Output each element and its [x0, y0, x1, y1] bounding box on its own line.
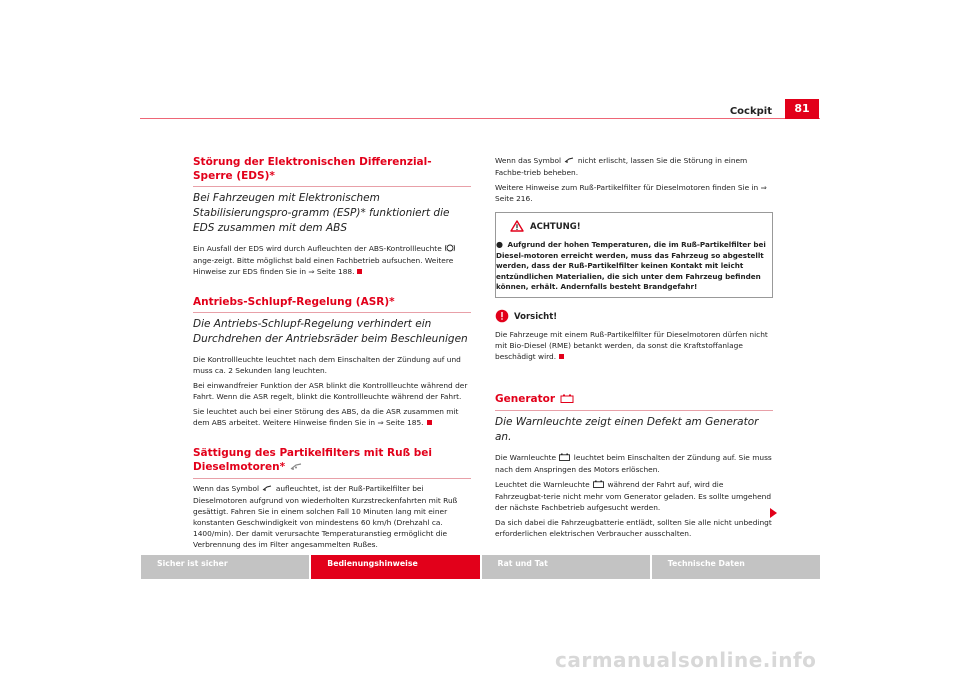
asr-heading: Antriebs-Schlupf-Regelung (ASR)*	[193, 295, 471, 313]
warning-box	[495, 212, 773, 298]
particle-filter-icon	[290, 461, 302, 475]
generator-heading-text: Generator	[495, 392, 556, 405]
footer-tab-bedienungshinweise[interactable]: Bedienungshinweise	[311, 555, 479, 579]
asr-text-3: Sie leuchtet auch bei einer Störung des ABS, da die ASR zusammen mit dem ABS arbeitet. Weitere Hinweise finden Sie in ⇒ Seite 185.	[193, 407, 459, 427]
generator-text-2a: Leuchtet die Warnleuchte	[495, 479, 590, 489]
dpf-paragraph	[193, 483, 471, 550]
end-mark	[427, 420, 432, 425]
eds-subheading: Bei Fahrzeugen mit Elektronischem Stabilisierungspro-gramm (ESP)* funktioniert die EDS zusammen mit dem ABS	[193, 192, 450, 234]
footer-nav	[141, 555, 820, 579]
dpf-heading	[193, 446, 471, 479]
left-column	[193, 155, 471, 568]
footer-tab-sicher[interactable]: Sicher ist sicher	[141, 555, 309, 579]
dpf-heading-text: Sättigung des Partikelfilters mit Ruß bei Dieselmotoren*	[193, 447, 433, 473]
particle-filter-icon	[564, 156, 574, 167]
dpf-cont-paragraph-1	[495, 155, 773, 178]
generator-section	[495, 392, 773, 539]
dpf-text-a: Wenn das Symbol	[193, 484, 260, 493]
header-title: Cockpit	[729, 106, 772, 117]
battery-icon	[593, 480, 604, 491]
warning-title: ACHTUNG!	[530, 221, 581, 232]
page-number: 81	[785, 99, 819, 119]
caution-head	[495, 308, 773, 327]
footer-tab-technische-daten[interactable]: Technische Daten	[652, 555, 820, 579]
dpf-cont-text-a: Wenn das Symbol	[495, 156, 562, 165]
generator-paragraph-3: Da sich dabei die Fahrzeugbatterie entlädt, sollten Sie alle nicht unbedingt erforderlichen elektrischen Verbraucher ausschalten.	[495, 517, 772, 538]
right-column	[495, 155, 773, 557]
particle-filter-icon	[262, 484, 272, 495]
end-mark	[357, 269, 362, 274]
asr-paragraph-3	[193, 406, 471, 428]
dpf-cont-text-b: nicht erlischt, lassen Sie die Störung in einem Fachbe-trieb beheben.	[495, 156, 748, 177]
eds-text-a: Ein Ausfall der EDS wird durch Aufleuchten der ABS-Kontrollleuchte	[193, 244, 442, 253]
next-page-arrow-icon[interactable]	[770, 508, 777, 518]
eds-section	[193, 155, 471, 277]
generator-subheading: Die Warnleuchte zeigt einen Defekt am Generator an.	[495, 415, 759, 443]
caution-paragraph	[495, 329, 773, 362]
warning-head	[496, 213, 772, 240]
bullet: ●	[496, 240, 503, 249]
caution-text: Die Fahrzeuge mit einem Ruß-Partikelfilter für Dieselmotoren dürfen nicht mit Bio-Diesel (RME) betankt werden, da sonst die Kraftstoffanlage beschädigt wird.	[495, 329, 768, 361]
generator-heading	[495, 392, 773, 411]
warning-triangle-icon	[510, 217, 524, 236]
battery-icon	[559, 453, 570, 464]
eds-heading: Störung der Elektronischen Differenzial-Sperre (EDS)*	[193, 155, 471, 187]
generator-paragraph-1	[495, 452, 773, 475]
generator-text-1b: leuchtet beim Einschalten der Zündung auf. Sie muss nach dem Anspringen des Motors erlöschen.	[495, 452, 772, 474]
generator-text-1a: Die Warnleuchte	[495, 452, 557, 462]
asr-paragraph-1: Die Kontrollleuchte leuchtet nach dem Einschalten der Zündung auf und muss ca. 2 Sekunden lang leuchten.	[193, 355, 461, 375]
caution-title: Vorsicht!	[514, 312, 558, 322]
watermark: carmanualsonline.info	[555, 648, 817, 672]
asr-subheading: Die Antriebs-Schlupf-Regelung verhindert ein Durchdrehen der Antriebsräder beim Beschleunigen	[193, 318, 468, 345]
battery-icon	[560, 393, 574, 407]
eds-paragraph	[193, 243, 471, 277]
asr-section	[193, 295, 471, 428]
generator-text-2b: während der Fahrt auf, wird die Fahrzeugbat-terie nicht mehr vom Generator geladen. Es sollte umgehend der nächste Fachbetrieb aufgesucht werden.	[495, 479, 772, 512]
end-mark	[559, 354, 564, 359]
eds-text-b: ange-zeigt. Bitte möglichst bald einen Fachbetrieb aufsuchen. Weitere Hinweise zur EDS finden Sie in ⇒ Seite 188.	[193, 256, 454, 276]
dpf-cont-paragraph-2: Weitere Hinweise zum Ruß-Partikelfilter für Dieselmotoren finden Sie in ⇒ Seite 216.	[495, 183, 767, 203]
dpf-section	[193, 446, 471, 550]
warning-text: Aufgrund der hohen Temperaturen, die im Ruß-Partikelfilter bei Diesel-motoren erreicht werden, muss das Fahrzeug so abgestellt werden, dass der Ruß-Partikelfilter keinen Kontakt mit leicht entzündlichen Materialien, die sich unter dem Fahrzeug befinden können, erhält. Andernfalls besteht Brandgefahr!	[496, 240, 766, 291]
generator-paragraph-2	[495, 479, 773, 513]
dpf-text-b: aufleuchtet, ist der Ruß-Partikelfilter bei Dieselmotoren aufgrund von wiederholten Kurzstreckenfahrten mit Ruß gesättigt. Fahren Sie in einem solchen Fall 10 Minuten lang mit einer konstanten Geschwindigkeit von mindestens 60 km/h (Drehzahl ca. 1400/min). Der damit verursachte Temperaturanstieg ermöglicht die Verbrennung des im Filter angesammelten Rußes.	[193, 484, 458, 549]
warning-body	[496, 240, 772, 293]
header-rule	[140, 118, 820, 119]
footer-tab-rat-und-tat[interactable]: Rat und Tat	[482, 555, 650, 579]
caution-icon	[495, 308, 509, 327]
asr-paragraph-2: Bei einwandfreier Funktion der ASR blinkt die Kontrollleuchte während der Fahrt. Wenn die ASR regelt, blinkt die Kontrollleuchte während der Fahrt.	[193, 381, 468, 401]
abs-warning-icon	[445, 244, 455, 255]
